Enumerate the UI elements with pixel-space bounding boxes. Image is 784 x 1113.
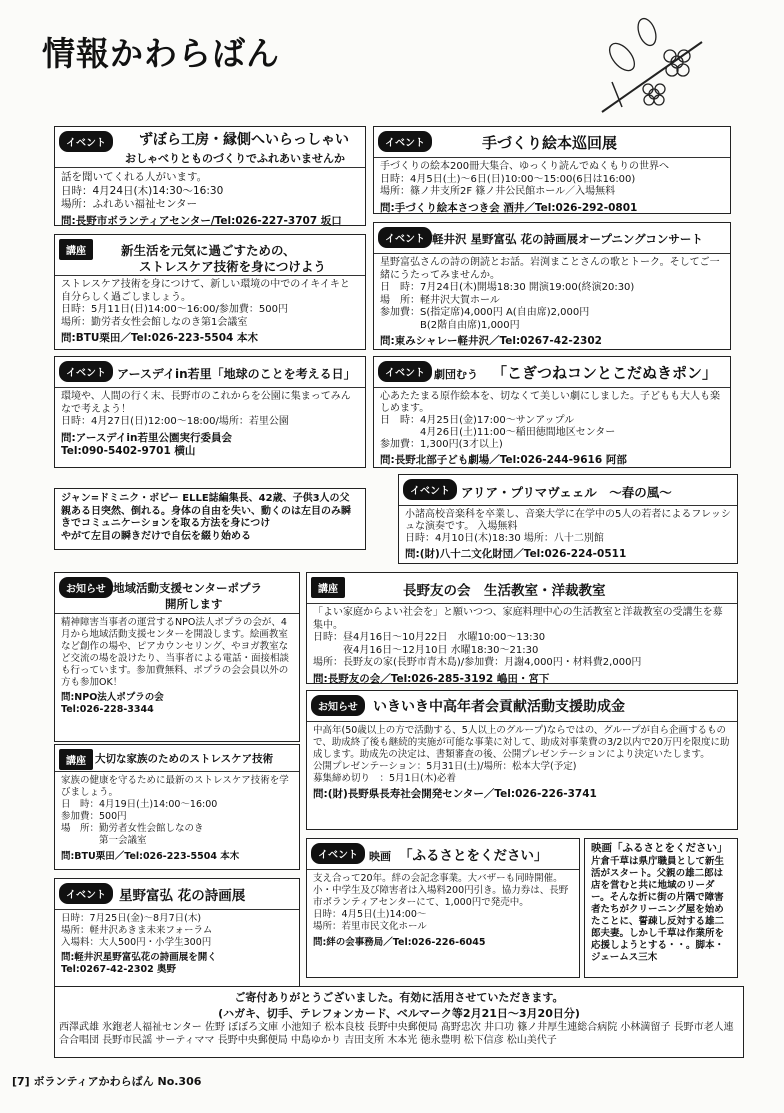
gekidan-group: 劇団むう: [434, 368, 478, 381]
hoshino-box: [54, 878, 300, 988]
hoshino-body: 日時：7月25日(金)～8月7日(木) 場所：軽井沢あきま未来フォーラム 入場料：大人500円・小学生300円: [61, 913, 213, 948]
karuizawa-title: 軽井沢 星野富弘 花の詩画展オープニングコンサート: [432, 232, 703, 246]
popura-header: [55, 573, 299, 614]
flower-illustration: [592, 12, 712, 122]
ikiiki-box: [306, 690, 738, 830]
karuizawa-contact: 問:東みシャレー軽井沢／Tel:0267-42-2302: [380, 335, 602, 347]
aria-header: [399, 475, 737, 506]
donation-thanks-box: [54, 986, 744, 1058]
furusato-title: 「ふるさとをください」: [399, 848, 548, 864]
zubora-title: ずぼら工房・縁側へいらっしゃい: [139, 132, 349, 148]
event-tag: イベント: [403, 479, 457, 500]
furusato-box: [306, 838, 580, 978]
aria-title: アリア・プリマヴェェル ～春の風～: [461, 485, 672, 500]
furusato-header: [307, 839, 579, 870]
earthday-box: [54, 356, 366, 468]
event-tag: イベント: [59, 883, 113, 904]
event-tag: イベント: [311, 843, 365, 864]
kouza-tag: 講座: [311, 577, 345, 598]
popura-body: 精神障害当事者の運営するNPO法人ポプラの会が、4月から地域活動支援センターを開設します。絵画教室など創作の場や、ピアカウンセリング、やヨガ教室など交流の場を設けたり、当事者による電話・面接相談も行っています。参加費無料、ポプラの会会員以外の方も参加OK！: [61, 617, 290, 688]
thanks-title: ご寄付ありがとうございました。有効に活用させていただきます。: [234, 991, 564, 1004]
popura-subtitle: 開所します: [165, 597, 223, 611]
kouza-tag: 講座: [59, 239, 93, 260]
karuizawa-concert-box: [373, 222, 731, 350]
ehon-header: [374, 127, 730, 158]
page-footer: [7] ボランティアかわらばん No.306: [12, 1075, 202, 1088]
kouza-tag: 講座: [59, 749, 93, 770]
ikiiki-title: いきいき中高年者会貢献活動支援助成金: [373, 699, 625, 715]
hoshino-title: 星野富弘 花の詩画展: [119, 888, 246, 904]
hoshino-header: [55, 879, 299, 910]
tomonokai-title: 長野友の会 生活教室・洋裁教室: [403, 583, 606, 599]
tomonokai-box: [306, 572, 738, 684]
zubora-contact: 問:長野市ボランティアセンター/Tel:026-227-3707 坂口: [61, 214, 342, 226]
karuizawa-body: 星野富弘さんの詩の朗読とお話。岩渕まことさんの歌とトーク。そしてご一緒にうたってみませんか。 日 時：7月24日(木)開場18:30 開演19:00(終演20:30) 場 所：軽井沢大賀ホール 参加費：S(指定席)4,000円 A(自由席)2,000円 B(2階自由席)1,000円: [380, 257, 720, 331]
bobby-quote-box: [54, 488, 366, 550]
tomonokai-body: 「よい家庭からよい社会を」と願いつつ、家庭料理中心の生活教室と洋裁教室の受講生を募集中。 日時：昼4月16日～10月22日 水曜10:00～13:30 夜4月16日～12月10日 水曜18:30～21:30 場所：長野友の家(長野市青木島)/参加費：月謝4,000円・材料費2,000円: [313, 607, 723, 668]
event-tag: イベント: [378, 131, 432, 152]
stresscare-contact: 問:BTU栗田／Tel:026-223-5504 本木: [61, 332, 259, 344]
tomonokai-contact: 問:長野友の会／Tel:026-285-3192 嶋田・宮下: [313, 672, 550, 684]
zubora-header: [55, 127, 365, 168]
thanks-subtitle: (ハガキ、切手、テレフォンカード、ベルマーク等2月21日～3月20日分): [218, 1007, 580, 1020]
event-tag: イベント: [59, 361, 113, 382]
kazoku-box: [54, 744, 300, 870]
gekidan-title: 「こぎつねコンとこだぬきポン」: [492, 364, 718, 382]
aria-contact: 問:(財)八十二文化財団／Tel:026-224-0511: [405, 548, 627, 560]
aria-box: [398, 474, 738, 564]
zubora-body: 話を聞いてくれる人がいます。 日時：4月24日(木)14:30～16:30 場所：ふれあい福祉センター: [61, 171, 224, 210]
stresscare-body: ストレスケア技術を身につけて、新しい環境の中でのイキイキと自分らしく過ごしましょう。 日時：5月11日(日)14:00～16:00/参加費：500円 場所：勤労者女性会館しなのき第1会議室: [61, 279, 350, 328]
ehon-title: 手づくり絵本巡回展: [482, 134, 618, 152]
gekidan-body: 心あたたまる原作絵本を、切なくて美しい劇にしました。子どもも大人も楽しめます。 日 時：4月25日(金)17:00～サンアップル 4月26日(土)11:00～稲田徳間地区センター 参加費：1,300円(3才以上): [380, 391, 720, 450]
zubora-event-box: [54, 126, 366, 226]
donor-names: 西澤武雄 氷鉋老人福祉センター 佐野 ぼぼろ文庫 小池知子 松本良枝 長野中央郵便局 髙野忠次 井口功 篠ノ井厚生連総合病院 小林満留子 長野市老人連合合唱団 長野市民謡 サーティママ 長野中央郵便局 中島ゆかり 吉田支所 木本光 徳永豊明 松下信彦 松山美代子: [59, 1022, 734, 1046]
earthday-body: 環境や、人間の行く末、長野市のこれからを公園に集まってみんなで考えよう！ 日時：4月27日(日)12:00～18:00/場所：若里公園: [61, 391, 351, 427]
gekidan-header: [374, 357, 730, 388]
furusato-body: 支え合って20年。絆の会記念事業。大バザーも同時開催。小・中学生及び障害者は入場料200円引き。協力券は、長野市ボランティアセンターにて、1,000円で発売中。 日時：4月5日(土)14:00～ 場所：若里市民文化ホール: [313, 873, 569, 932]
notice-tag: お知らせ: [311, 695, 365, 716]
kazoku-header: [55, 745, 299, 772]
notice-tag: お知らせ: [59, 577, 113, 598]
eiga-body: 片倉千草は県庁職員として新生活がスタート。父親の雄二郎は店を営むと共に地域のリーダー。そんな折に街の片隅で障害者たちがクリーニング屋を始めたことに、誓疎し反対する雄二郎夫妻。しかし千草は作業所を応援しようとする・・。脚本・ジェームス三木: [591, 855, 725, 963]
popura-title: 地域活動支援センターポプラ: [113, 581, 263, 595]
furusato-kind: 映画: [369, 850, 391, 863]
gekidan-box: [373, 356, 731, 468]
karuizawa-header: [374, 223, 730, 254]
gekidan-contact: 問:長野北部子ども劇場／Tel:026-244-9616 阿部: [380, 454, 627, 466]
event-tag: イベント: [378, 361, 432, 382]
earthday-header: [55, 357, 365, 388]
aria-body: 小諸高校音楽科を卒業し、音楽大学に在学中の5人の若者によるフレッシュな演奏です。 入場無料 日時：4月10日(木)18:30 場所：八十二別館: [405, 509, 731, 544]
stresscare-header: [55, 235, 365, 276]
zubora-subtitle: おしゃべりとものづくりでふれあいませんか: [125, 152, 345, 165]
earthday-title: アースデイin若里「地球のことを考える日」: [117, 367, 356, 381]
ikiiki-body: 中高年(50歳以上の方で活動する、5人以上のグループ)ならではの、グループが自ら企画するもので、助成終了後も継続的実施が可能な事業に対して、助成対事業費の3/2以内で20万円を限度に助成します。助成先の決定は、書類審査の後、公開プレゼンテーションにより決定いたします。 公開プレゼンテーション：5月31日(土)/場所：松本大学(予定) 募集締め切り ：5月1日(木)必着: [313, 725, 730, 784]
kazoku-title: 大切な家族のためのストレスケア技術: [95, 753, 274, 765]
page-title: 情報かわらばん: [42, 34, 280, 73]
kazoku-body: 家族の健康を守るために最新のストレスケア技術を学びましょう。 日 時：4月19日(土)14:00～16:00 参加費：500円 場 所：勤労者女性会館しなのき 第一会議室: [61, 775, 289, 846]
ehon-event-box: [373, 126, 731, 214]
furusato-contact: 問:絆の会事務局／Tel:026-226-6045: [313, 937, 486, 948]
event-tag: イベント: [59, 131, 113, 152]
popura-contact: 問:NPO法人ポプラの会 Tel:026-228-3344: [61, 692, 164, 715]
hoshino-contact: 問:軽井沢星野富弘花の詩画展を開く Tel:0267-42-2302 奥野: [61, 952, 217, 975]
stresscare-kouza-box: [54, 234, 366, 350]
ikiiki-header: [307, 691, 737, 722]
stresscare-title: 新生活を元気に過ごすための、: [121, 243, 296, 258]
bobby-quote-text: ジャン=ドミニク・ボビー ELLE誌編集長、42歳、子供3人の父親ある日突然、倒れる。身体の自由を失い、動くのは左目のみ瞬きでコミュニケーションを取る方法を身につけ やがて左目の瞬きだけで自伝を綴り始める: [61, 493, 351, 542]
event-tag: イベント: [378, 227, 432, 248]
popura-box: [54, 572, 300, 742]
earthday-contact: 問:アースデイin若里公園実行委員会 Tel:090-5402-9701 横山: [61, 431, 232, 457]
eiga-synopsis-box: [584, 838, 738, 978]
eiga-title: 映画「ふるさとをください」: [591, 842, 728, 854]
ehon-body: 手づくりの絵本200冊大集合、ゆっくり読んでぬくもりの世界へ 日時：4月5日(土)～6日(日)10:00～15:00(6日は16:00) 場所：篠ノ井支所2F 篠ノ井公民館ホール／入場無料: [380, 161, 669, 197]
tomonokai-header: [307, 573, 737, 604]
stresscare-subtitle: ストレスケア技術を身につけよう: [139, 259, 326, 274]
ikiiki-contact: 問:(財)長野県長寿社会開発センター／Tel:026-226-3741: [313, 788, 597, 800]
ehon-contact: 問:手づくり絵本さつき会 酒井／Tel:026-292-0801: [380, 201, 638, 214]
kazoku-contact: 問:BTU栗田／Tel:026-223-5504 本木: [61, 851, 240, 862]
